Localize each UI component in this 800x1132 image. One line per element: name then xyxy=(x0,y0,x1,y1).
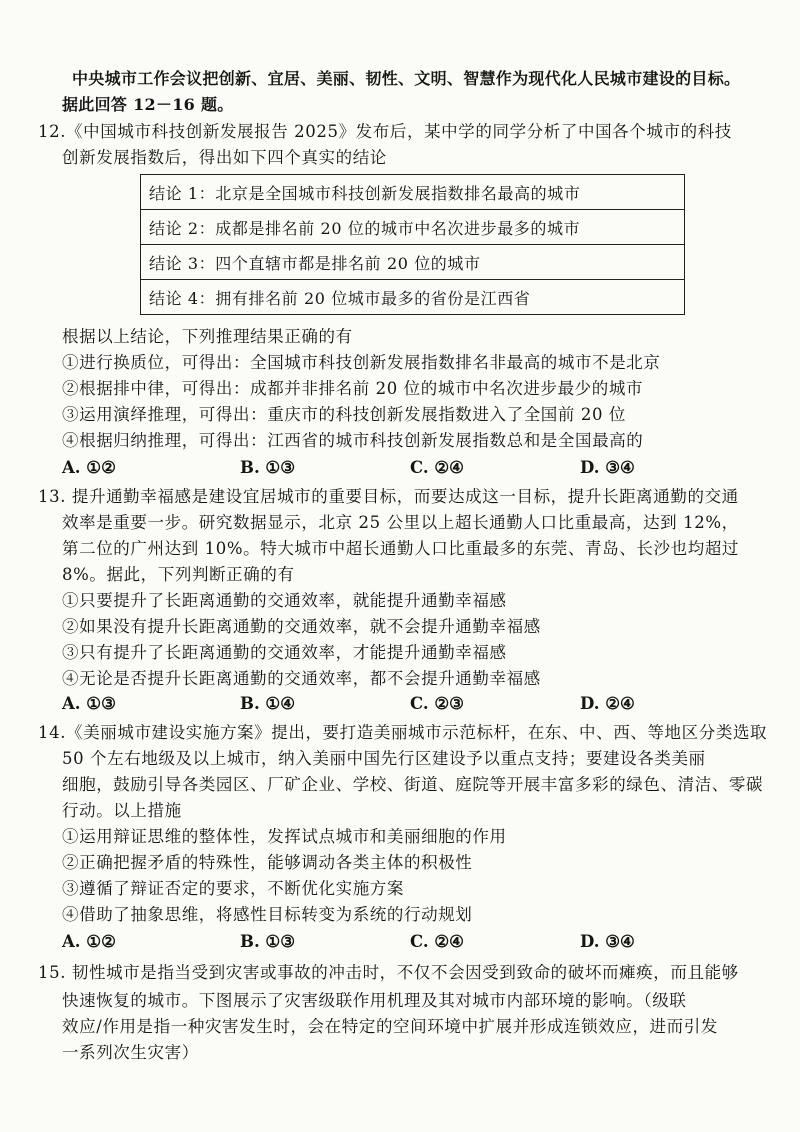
option-d[interactable]: D. ②④ xyxy=(580,694,635,713)
q12-item-1: ①进行换质位，可得出：全国城市科技创新发展指数排名非最高的城市不是北京 xyxy=(62,353,661,372)
option-b[interactable]: B. ①③ xyxy=(240,932,296,951)
option-d[interactable]: D. ③④ xyxy=(580,932,635,951)
conclusion-2: 结论 2：成都是排名前 20 位的城市中名次进步最多的城市 xyxy=(141,210,685,245)
q14-options xyxy=(62,930,762,954)
option-c[interactable]: C. ②④ xyxy=(410,458,464,477)
q13-stem-line-4: 8%。据此，下列判断正确的有 xyxy=(62,565,295,584)
q13-item-1: ①只要提升了长距离通勤的交通效率，就能提升通勤幸福感 xyxy=(62,591,507,610)
q13-stem-line-3: 第二位的广州达到 10%。特大城市中超长通勤人口比重最多的东莞、青岛、长沙也均超过 xyxy=(62,539,740,558)
table-row xyxy=(141,280,685,315)
q13-item-2: ②如果没有提升长距离通勤的交通效率，就不会提升通勤幸福感 xyxy=(62,617,541,636)
q12-stem-line-1: 12.《中国城市科技创新发展报告 2025》发布后，某中学的同学分析了中国各个城市的科技 xyxy=(38,122,732,141)
conclusion-1: 结论 1：北京是全国城市科技创新发展指数排名最高的城市 xyxy=(141,175,685,210)
option-c[interactable]: C. ②③ xyxy=(410,694,464,713)
table-row xyxy=(141,210,685,245)
q15-stem-line-1: 15. 韧性城市是指当受到灾害或事故的冲击时，不仅不会因受到致命的破坏而瘫痪，而且能够 xyxy=(38,963,739,982)
option-a[interactable]: A. ①③ xyxy=(62,694,116,713)
intro-line-2: 据此回答 12－16 题。 xyxy=(62,95,234,114)
intro-line-1: 中央城市工作会议把创新、宜居、美丽、韧性、文明、智慧作为现代化人民城市建设的目标。 xyxy=(72,69,741,88)
q13-item-3: ③只有提升了长距离通勤的交通效率，才能提升通勤幸福感 xyxy=(62,643,507,662)
q12-stem-line-2: 创新发展指数后，得出如下四个真实的结论 xyxy=(62,148,387,167)
q13-stem-line-1: 13. 提升通勤幸福感是建设宜居城市的重要目标，而要达成这一目标，提升长距离通勤的交通 xyxy=(38,487,739,506)
q14-item-4: ④借助了抽象思维，将感性目标转变为系统的行动规划 xyxy=(62,905,473,924)
q12-question: 根据以上结论，下列推理结果正确的有 xyxy=(62,327,353,346)
option-c[interactable]: C. ②④ xyxy=(410,932,464,951)
q15-stem-line-3: 效应/作用是指一种灾害发生时，会在特定的空间环境中扩展并形成连锁效应，进而引发 xyxy=(62,1017,718,1036)
q15-stem-line-4: 一系列次生灾害） xyxy=(62,1043,199,1062)
q14-stem-line-4: 行动。以上措施 xyxy=(62,801,182,820)
q12-item-3: ③运用演绎推理，可得出：重庆市的科技创新发展指数进入了全国前 20 位 xyxy=(62,405,626,424)
q12-item-2: ②根据排中律，可得出：成都并非排名前 20 位的城市中名次进步最少的城市 xyxy=(62,379,644,398)
conclusion-4: 结论 4：拥有排名前 20 位城市最多的省份是江西省 xyxy=(141,280,685,315)
q14-item-2: ②正确把握矛盾的特殊性，能够调动各类主体的积极性 xyxy=(62,853,473,872)
option-b[interactable]: B. ①③ xyxy=(240,458,296,477)
q13-item-4: ④无论是否提升长距离通勤的交通效率，都不会提升通勤幸福感 xyxy=(62,669,541,688)
q14-item-3: ③遵循了辩证否定的要求，不断优化实施方案 xyxy=(62,879,404,898)
q12-options xyxy=(62,456,762,480)
q14-item-1: ①运用辩证思维的整体性，发挥试点城市和美丽细胞的作用 xyxy=(62,827,507,846)
table-row xyxy=(141,245,685,280)
option-a[interactable]: A. ①② xyxy=(62,458,116,477)
option-a[interactable]: A. ①② xyxy=(62,932,116,951)
q12-item-4: ④根据归纳推理，可得出：江西省的城市科技创新发展指数总和是全国最高的 xyxy=(62,431,644,450)
q15-stem-line-2: 快速恢复的城市。下图展示了灾害级联作用机理及其对城市内部环境的影响。（级联 xyxy=(62,991,687,1010)
table-row xyxy=(141,175,685,210)
q13-stem-line-2: 效率是重要一步。研究数据显示，北京 25 公里以上超长通勤人口比重最高，达到 12%， xyxy=(62,513,739,532)
q12-conclusions-table xyxy=(140,174,685,315)
option-d[interactable]: D. ③④ xyxy=(580,458,635,477)
q14-stem-line-3: 细胞，鼓励引导各类园区、厂矿企业、学校、街道、庭院等开展丰富多彩的绿色、清洁、零碳 xyxy=(62,775,764,794)
q14-stem-line-1: 14.《美丽城市建设实施方案》提出，要打造美丽城市示范标杆，在东、中、西、等地区分类选取 xyxy=(38,723,768,742)
option-b[interactable]: B. ①④ xyxy=(240,694,296,713)
q14-stem-line-2: 50 个左右地级及以上城市，纳入美丽中国先行区建设予以重点支持；要建设各类美丽 xyxy=(62,749,706,768)
conclusion-3: 结论 3：四个直辖市都是排名前 20 位的城市 xyxy=(141,245,685,280)
q13-options xyxy=(62,692,762,716)
